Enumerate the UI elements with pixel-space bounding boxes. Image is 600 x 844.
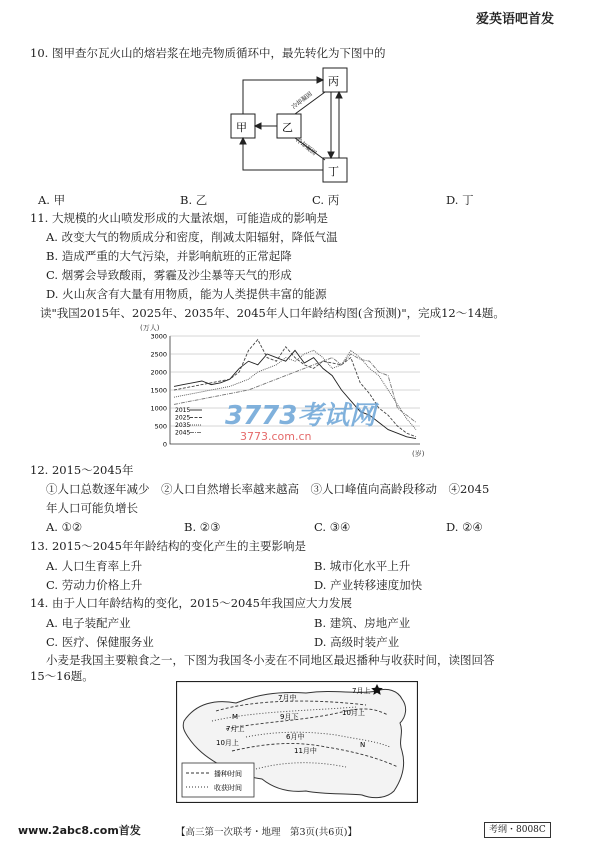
legend-label-2035: 2035: [175, 422, 191, 429]
footer-code: 考纲・8008C: [484, 822, 551, 838]
intro-15-16-line1: 小麦是我国主要粮食之一，下图为我国冬小麦在不同地区最迟播种与收获时间，读图回答: [46, 653, 495, 667]
map-label-n: N: [360, 741, 366, 749]
chart-xunit: (岁): [412, 450, 425, 457]
map-label-7yue-shang-ne: 7月上: [352, 687, 371, 695]
q13-option-d: D. 产业转移速度加快: [314, 578, 423, 592]
q10-option-c: C. 丙: [312, 193, 340, 207]
q12-option-d: D. ②④: [446, 520, 483, 534]
chart-ylabel: (万人): [140, 324, 160, 332]
intro-15-16-line2: 15～16题。: [30, 669, 94, 683]
y-tick-label: 2000: [150, 368, 167, 377]
q12-line1: ①人口总数逐年减少 ②人口自然增长率越来越高 ③人口峰值向高龄段移动 ④2045: [46, 482, 490, 496]
node-ding: 丁: [328, 165, 339, 178]
q12-stem: 12. 2015～2045年: [30, 463, 134, 477]
map-label-11yue-zhong: 11月中: [294, 747, 317, 755]
wheat-map: [176, 681, 418, 803]
q10-option-d: D. 丁: [446, 193, 474, 207]
q14-option-d: D. 高级时装产业: [314, 635, 400, 649]
y-tick-label: 1000: [150, 404, 167, 413]
map-label-9yue-xia: 9月下: [280, 713, 299, 721]
map-legend-sow: 播种时间: [214, 770, 242, 778]
q11-option-d: D. 火山灰含有大量有用物质，能为人类提供丰富的能源: [46, 287, 327, 301]
map-label-6yue-zhong: 6月中: [286, 733, 305, 741]
q12-option-b: B. ②③: [184, 520, 221, 534]
chart-watermark-small: 3773.com.cn: [240, 430, 312, 443]
q12-line2: 年人口可能负增长: [46, 501, 138, 515]
q10-stem: 10. 图甲查尔瓦火山的熔岩浆在地壳物质循环中，最先转化为下图中的: [30, 46, 386, 60]
q13-option-a: A. 人口生育率上升: [46, 559, 143, 573]
arrow-label-bottom: 冷却凝固: [294, 136, 318, 158]
y-tick-label: 500: [154, 422, 167, 431]
q14-stem: 14. 由于人口年龄结构的变化，2015～2045年我国应大力发展: [30, 596, 352, 610]
population-age-chart: [130, 322, 450, 457]
brand-header: 爱英语吧首发: [476, 12, 555, 27]
node-jia: 甲: [236, 121, 247, 134]
q11-option-c: C. 烟雾会导致酸雨，雾霾及沙尘暴等天气的形成: [46, 268, 292, 282]
rock-cycle-diagram: [225, 62, 385, 192]
y-tick-label: 3000: [150, 332, 167, 341]
node-bing: 丙: [328, 75, 339, 88]
q13-stem: 13. 2015～2045年年龄结构的变化产生的主要影响是: [30, 539, 306, 553]
q14-option-b: B. 建筑、房地产业: [314, 616, 411, 630]
q11-option-a: A. 改变大气的物质成分和密度，削减太阳辐射，降低气温: [46, 230, 338, 244]
q10-option-b: B. 乙: [180, 193, 208, 207]
intro-12-14: 读"我国2015年、2025年、2035年、2045年人口年龄结构图(含预测)"，完成12～14题。: [40, 306, 505, 320]
q11-stem: 11. 大规模的火山喷发形成的大量浓烟，可能造成的影响是: [30, 211, 328, 225]
map-legend-harvest: 收获时间: [214, 784, 242, 792]
node-yi: 乙: [282, 121, 293, 134]
y-tick-label: 1500: [150, 386, 167, 395]
q11-option-b: B. 造成严重的大气污染，并影响航班的正常起降: [46, 249, 292, 263]
map-label-10yue-shang-w: 10月上: [216, 739, 239, 747]
q12-option-c: C. ③④: [314, 520, 351, 534]
q14-option-a: A. 电子装配产业: [46, 616, 131, 630]
y-tick-label: 0: [162, 440, 167, 449]
chart-watermark-big: 3773考试网: [225, 401, 376, 431]
legend-label-2015: 2015: [175, 407, 191, 414]
map-label-7yue-shang-w: 7月上: [226, 725, 245, 733]
legend-label-2045: 2045: [175, 429, 191, 437]
q14-option-c: C. 医疗、保健服务业: [46, 635, 154, 649]
footer-center: 【高三第一次联考・地理 第3页(共6页)】: [176, 827, 358, 838]
map-label-10yue-shang-e: 10月上: [342, 709, 365, 717]
legend-label-2025: 2025: [175, 414, 191, 422]
map-label-m: M: [232, 713, 239, 721]
q12-option-a: A. ①②: [46, 520, 83, 534]
q13-option-c: C. 劳动力价格上升: [46, 578, 143, 592]
footer-site: www.2abc8.com首发: [18, 824, 141, 837]
map-label-7yue-zhong: 7月中: [278, 694, 297, 702]
arrow-label-top: 冷却凝固: [290, 90, 314, 111]
y-tick-label: 2500: [150, 350, 167, 359]
q10-option-a: A. 甲: [38, 193, 66, 207]
q13-option-b: B. 城市化水平上升: [314, 559, 411, 573]
